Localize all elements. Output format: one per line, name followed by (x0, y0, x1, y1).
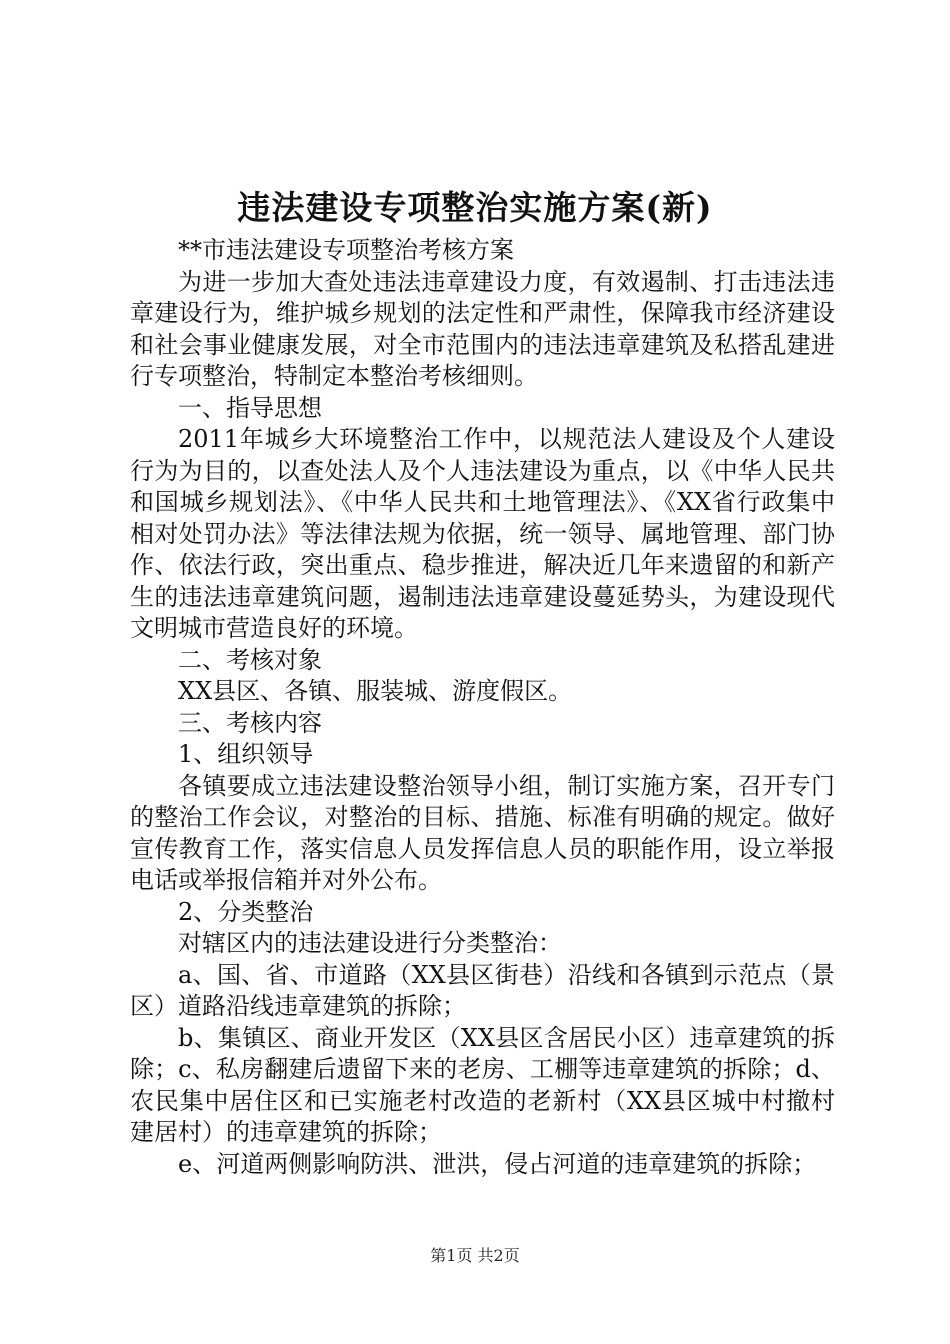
paragraph-guiding-thought: 2011年城乡大环境整治工作中，以规范法人建设及个人建设行为为目的，以查处法人及个人违法建设为重点，以《中华人民共和国城乡规划法》、《中华人民共和土地管理法》、《XX省行政集中相对处罚办法》等法律法规为依据，统一领导、属地管理、部门协作、依法行政，突出重点、稳步推进，解决近几年来遗留的和新产生的违法违章建筑问题，遏制违法违章建设蔓延势头，为建设现代文明城市营造良好的环境。 (130, 425, 835, 642)
paragraph-assessment-target: XX县区、各镇、服装城、游度假区。 (178, 677, 573, 705)
list-item-a: a、国、省、市道路（XX县区街巷）沿线和各镇到示范点（景区）道路沿线违章建筑的拆除； (130, 960, 835, 1020)
subheading-organization: 1、组织领导 (178, 740, 314, 768)
document-subtitle: **市违法建设专项整治考核方案 (178, 236, 514, 264)
document-title: 违法建设专项整治实施方案(新) (237, 188, 713, 227)
list-item-b-c-d: b、集镇区、商业开发区（XX县区含居民小区）违章建筑的拆除；c、私房翻建后遗留下来的老房、工棚等违章建筑的拆除；d、农民集中居住区和已实施老村改造的老新村（XX县区城中村撤村建居村）的违章建筑的拆除； (130, 1023, 835, 1146)
subheading-classification: 2、分类整治 (178, 897, 314, 926)
heading-assessment-content: 三、考核内容 (178, 708, 322, 737)
paragraph-intro: 为进一步加大查处违法违章建设力度，有效遏制、打击违法违章建设行为，维护城乡规划的法定性和严肃性，保障我市经济建设和社会事业健康发展，对全市范围内的违法违章建筑及私搭乱建进行专项整治，特制定本整治考核细则。 (130, 267, 835, 390)
paragraph-classification-intro: 对辖区内的违法建设进行分类整治： (178, 929, 562, 957)
paragraph-organization: 各镇要成立违法建设整治领导小组，制订实施方案，召开专门的整治工作会议，对整治的目标、措施、标准有明确的规定。做好宣传教育工作，落实信息人员发挥信息人员的职能作用，设立举报电话或举报信箱并对外公布。 (130, 771, 835, 894)
document-body (130, 235, 835, 1180)
list-item-e: e、河道两侧影响防洪、泄洪，侵占河道的违章建筑的拆除； (178, 1149, 817, 1178)
heading-guiding-thought: 一、指导思想 (178, 393, 322, 422)
heading-assessment-target: 二、考核对象 (178, 645, 322, 674)
page-footer: 第1页 共2页 (430, 1246, 520, 1265)
